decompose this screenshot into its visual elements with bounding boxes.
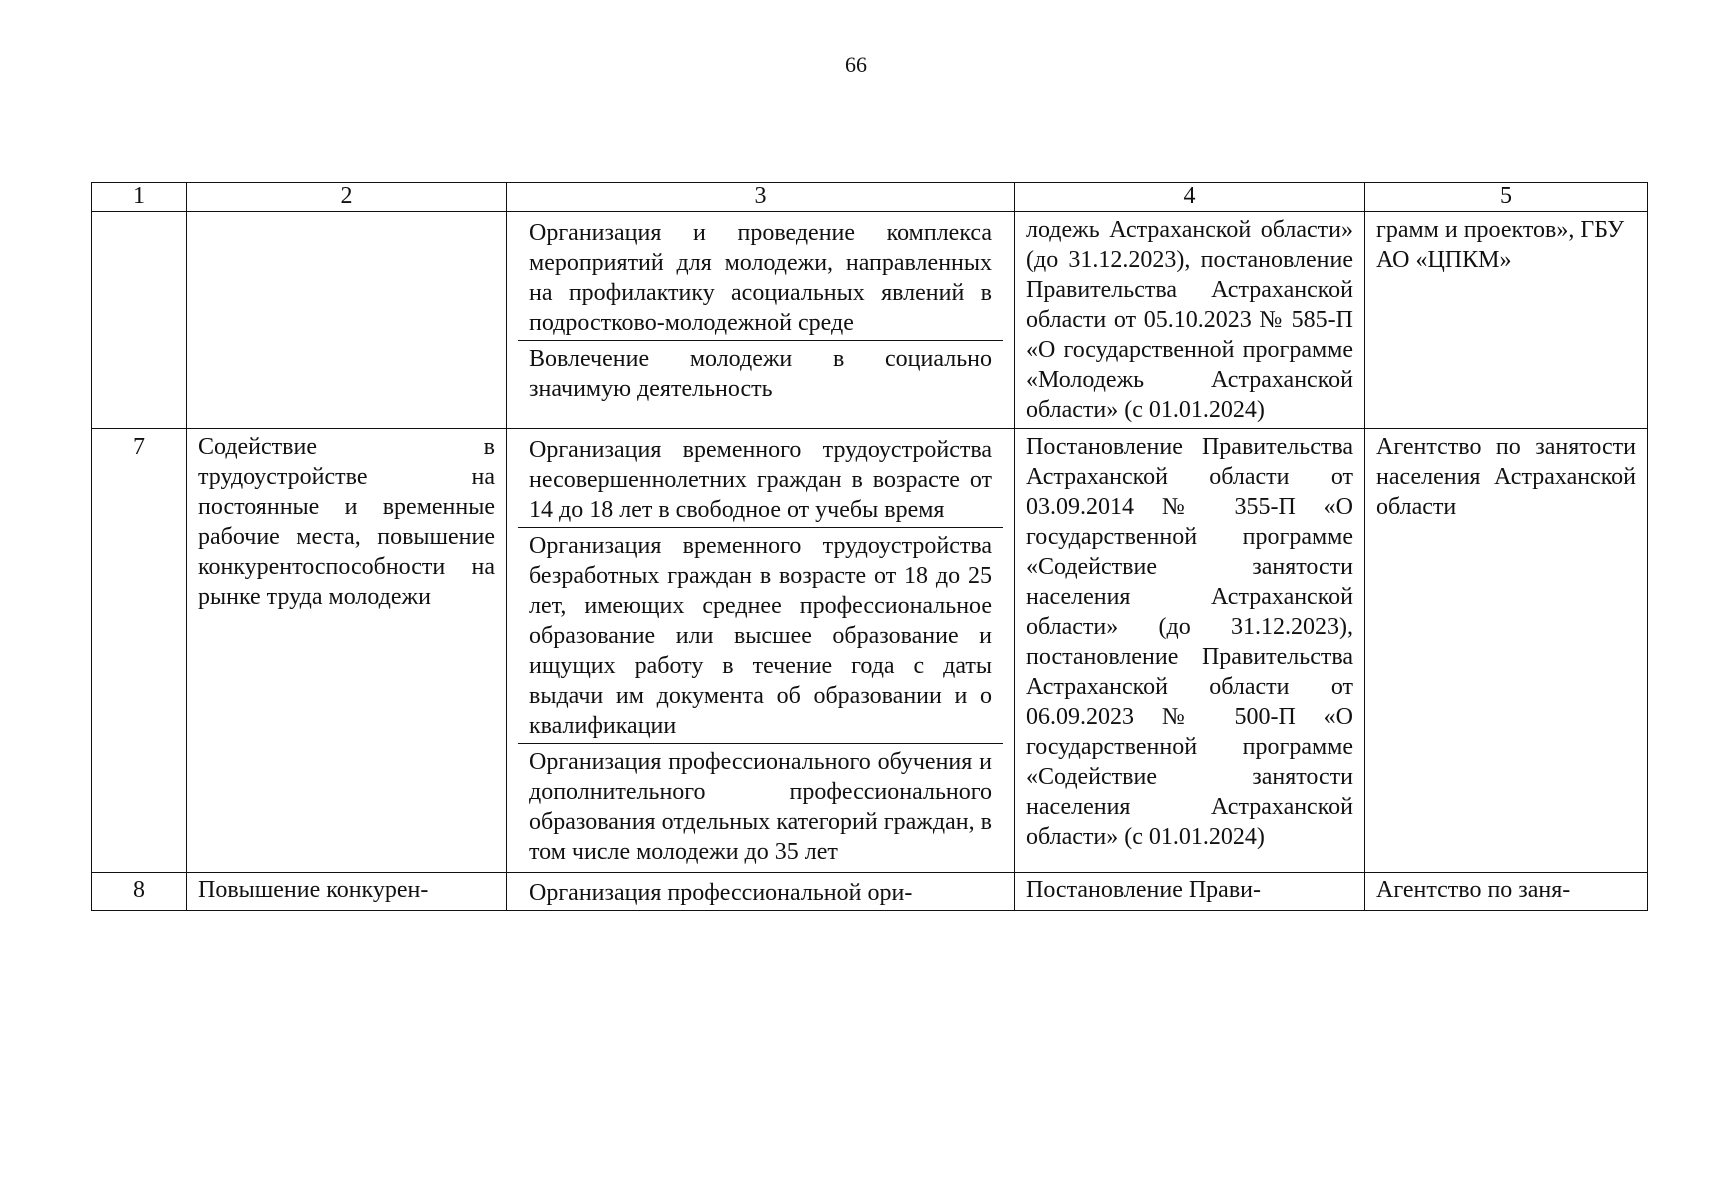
row-number <box>92 211 187 428</box>
measure-item: Организация профессиональной ори- <box>529 879 913 906</box>
row-number: 7 <box>92 428 187 872</box>
measure-item: Организация временного трудоустройства несовершеннолетних граждан в возрасте от 14 до 18 лет в свободное от учебы время <box>518 432 1003 528</box>
column-header: 5 <box>1365 183 1648 212</box>
measures-cell <box>507 428 1015 872</box>
task-cell <box>187 211 507 428</box>
measure-item: Организация профессионального обучения и дополнительного профессионального образования отдельных категорий граждан, в том числе молодежи до 35 лет <box>529 748 992 865</box>
task-cell: Содействие в трудоустройстве на постоянные и временные рабочие места, повышение конкурентоспособности на рынке труда молодежи <box>187 428 507 872</box>
measure-item: Вовлечение молодежи в социально значимую деятельность <box>529 345 992 402</box>
column-header: 4 <box>1015 183 1365 212</box>
document-cell: Постановление Правительства Астраханской области от 03.09.2014 № 355-П «О государственной программе «Содействие занятости населения Астраханской области» (до 31.12.2023), постановление Правительства Астраханской области от 06.09.2023 № 500-П «О государственной программе «Содействие занятости населения Астраханской области» (с 01.01.2024) <box>1015 428 1365 872</box>
document-cell: Постановление Прави- <box>1015 872 1365 910</box>
measures-cell <box>507 872 1015 910</box>
measures-cell <box>507 211 1015 428</box>
executor-cell: Агентство по заня- <box>1365 872 1648 910</box>
executor-cell: Агентство по занятости населения Астраханской области <box>1365 428 1648 872</box>
measure-item: Организация и проведение комплекса мероприятий для молодежи, направленных на профилактику асоциальных явлений в подростково-молодежной среде <box>518 215 1003 341</box>
measures-table <box>91 182 1648 911</box>
table-row <box>92 428 1648 872</box>
table-row <box>92 872 1648 910</box>
task-cell: Повышение конкурен- <box>187 872 507 910</box>
column-header: 2 <box>187 183 507 212</box>
column-header: 3 <box>507 183 1015 212</box>
page-number: 66 <box>845 52 867 77</box>
executor-cell: грамм и проектов», ГБУ АО «ЦПКМ» <box>1365 211 1648 428</box>
measure-item: Организация временного трудоустройства безработных граждан в возрасте от 18 до 25 лет, имеющих среднее профессиональное образование или высшее образование и ищущих работу в течение года с даты выдачи им документа об образовании и о квалификации <box>518 528 1003 744</box>
document-cell: лодежь Астраханской области» (до 31.12.2023), постановление Правительства Астраханской области от 05.10.2023 № 585-П «О государственной программе «Молодежь Астраханской области» (с 01.01.2024) <box>1015 211 1365 428</box>
table-row <box>92 211 1648 428</box>
table-header-row <box>92 183 1648 212</box>
column-header: 1 <box>92 183 187 212</box>
row-number: 8 <box>92 872 187 910</box>
